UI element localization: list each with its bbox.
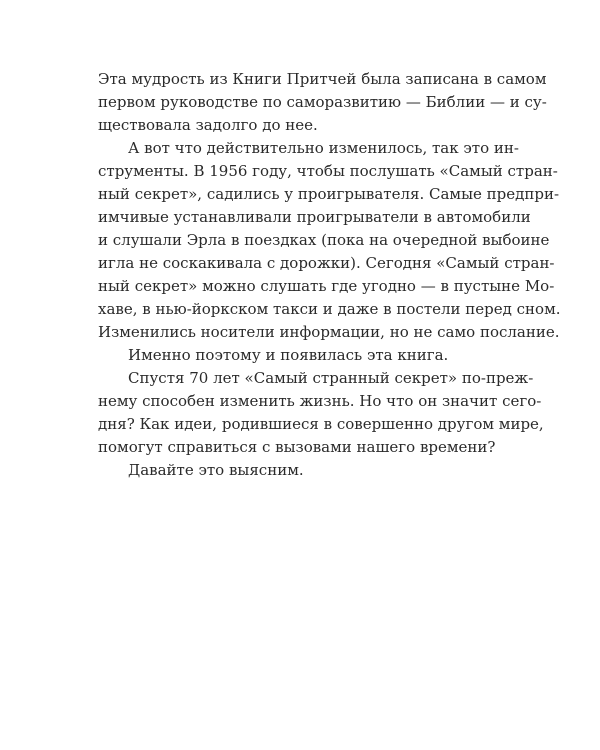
paragraph-5 — [98, 459, 518, 482]
text-line: ный секрет», садились у проигрывателя. Самые предпри- — [98, 185, 560, 203]
text-line: Спустя 70 лет «Самый странный секрет» по-преж- — [128, 369, 534, 387]
text-line: нему способен изменить жизнь. Но что он значит сего- — [98, 392, 542, 410]
text-line: первом руководстве по саморазвитию — Библии — и су- — [98, 93, 547, 111]
paragraph-4 — [98, 367, 544, 459]
text-line: Эта мудрость из Книги Притчей была записана в самом — [98, 70, 547, 88]
text-line: помогут справиться с вызовами нашего времени? — [98, 438, 496, 456]
text-line: ный секрет» можно слушать где угодно — в пустыне Мо- — [98, 277, 555, 295]
text-line: струменты. В 1956 году, чтобы послушать «Самый стран- — [98, 162, 558, 180]
text-line: А вот что действительно изменилось, так это ин- — [128, 139, 519, 157]
paragraph-1 — [98, 68, 547, 137]
text-line: дня? Как идеи, родившиеся в совершенно другом мире, — [98, 415, 544, 433]
text-line: игла не соскакивала с дорожки). Сегодня «Самый стран- — [98, 254, 555, 272]
text-line: хаве, в нью-йоркском такси и даже в постели перед сном. — [98, 300, 561, 318]
paragraph-3 — [98, 344, 518, 367]
paragraph-2 — [98, 137, 561, 344]
text-line: и слушали Эрла в поездках (пока на очередной выбоине — [98, 231, 550, 249]
text-line: имчивые устанавливали проигрыватели в автомобили — [98, 208, 531, 226]
text-line: Именно поэтому и появилась эта книга. — [128, 346, 449, 364]
text-line: Изменились носители информации, но не само послание. — [98, 323, 560, 341]
text-line: ществовала задолго до нее. — [98, 116, 318, 134]
text-line: Давайте это выясним. — [128, 461, 304, 479]
body-text — [98, 68, 561, 482]
